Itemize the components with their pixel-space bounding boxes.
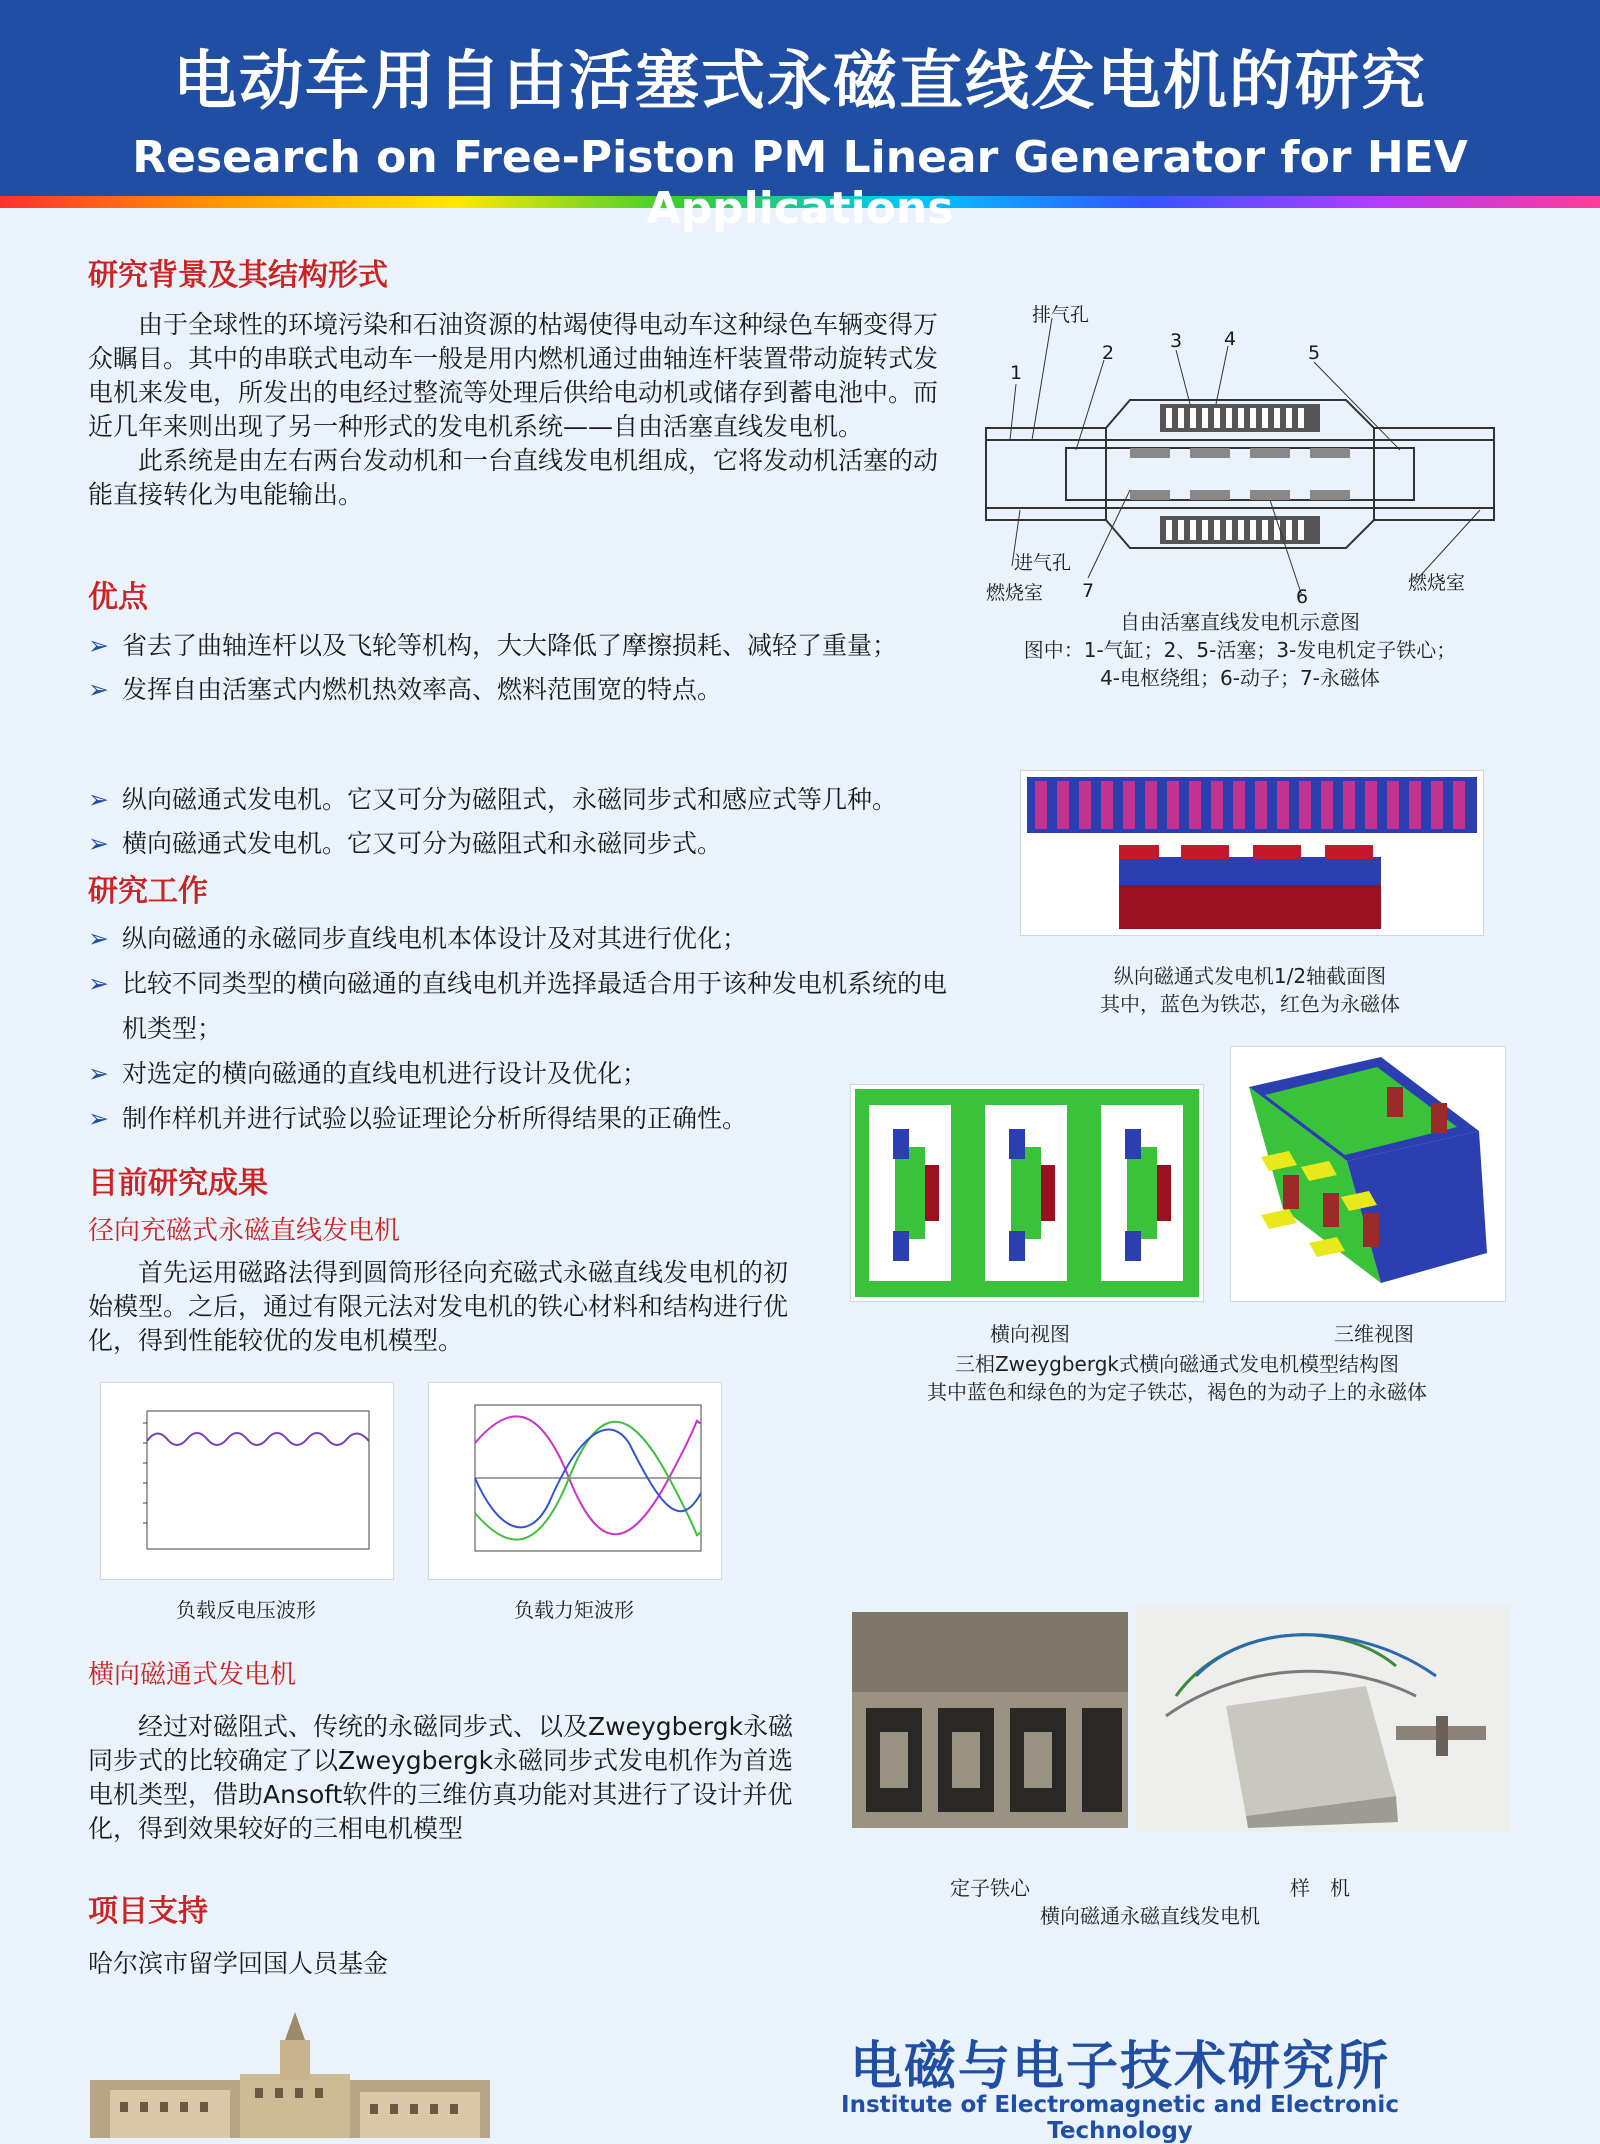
title-english: Research on Free-Piston PM Linear Generator for HEV Applications xyxy=(132,132,1468,234)
background-paragraph-1: 由于全球性的环境污染和石油资源的枯竭使得电动车这种绿色车辆变得万众瞩目。其中的串联式电动车一般是用内燃机通过曲轴连杆装置带动旋转式发电机来发电，所发出的电经过整流等处理后供给电动机或储存到蓄电池中。而近几年来则出现了另一种形式的发电机系统——自由活塞直线发电机。 xyxy=(88,310,939,441)
heading-support: 项目支持 xyxy=(88,1894,208,1929)
heading-background: 研究背景及其结构形式 xyxy=(88,258,388,293)
arrow-bullet-icon: ➢ xyxy=(88,785,109,814)
arrow-bullet-icon: ➢ xyxy=(88,969,109,998)
subheading-radial: 径向充磁式永磁直线发电机 xyxy=(88,1216,401,1246)
stator-core-photo xyxy=(852,1612,1128,1828)
heading-results: 目前研究成果 xyxy=(88,1166,268,1201)
list-item: ➢ 制作样机并进行试验以验证理论分析所得结果的正确性。 xyxy=(88,1096,958,1141)
list-item: ➢ 省去了曲轴连杆以及飞轮等机构，大大降低了摩擦损耗、减轻了重量； xyxy=(88,624,968,668)
background-text xyxy=(88,308,943,512)
3d-view-figure xyxy=(1230,1046,1506,1302)
label-intake: 进气孔 xyxy=(1014,552,1072,574)
arrow-bullet-icon: ➢ xyxy=(88,1059,109,1088)
label-3: 3 xyxy=(1170,330,1183,352)
work-list xyxy=(88,916,958,1141)
fig3-caption: 三相Zweygbergk式横向磁通式发电机模型结构图 其中蓝色和绿色的为定子铁芯，褐色的为动子上的永磁体 xyxy=(927,1352,1427,1404)
institute-name-chinese: 电磁与电子技术研究所 xyxy=(849,2037,1390,2097)
fig4-label-stator: 定子铁心 xyxy=(950,1876,1030,1900)
plot1-caption: 负载反电压波形 xyxy=(176,1598,316,1622)
list-item: ➢ 纵向磁通式发电机。它又可分为磁阻式，永磁同步式和感应式等几种。 xyxy=(88,778,1008,822)
fig3-label-3d: 三维视图 xyxy=(1334,1322,1414,1346)
label-2: 2 xyxy=(1102,342,1115,364)
back-emf-plot xyxy=(100,1382,394,1580)
fig4-caption: 横向磁通永磁直线发电机 xyxy=(1040,1904,1260,1928)
transverse-view-figure xyxy=(850,1084,1204,1302)
institute-name-english: Institute of Electromagnetic and Electronic Technology xyxy=(841,2092,1399,2144)
list-item: ➢ 比较不同类型的横向磁通的直线电机并选择最适合用于该种发电机系统的电机类型； xyxy=(88,961,958,1051)
heading-advantages: 优点 xyxy=(88,580,148,615)
fig3-label-transverse: 横向视图 xyxy=(990,1322,1070,1346)
list-item: ➢ 对选定的横向磁通的直线电机进行设计及优化； xyxy=(88,1051,958,1096)
support-text: 哈尔滨市留学回国人员基金 xyxy=(88,1949,389,1978)
label-combustion-left: 燃烧室 xyxy=(986,582,1044,604)
label-1: 1 xyxy=(1010,362,1023,384)
list-item: ➢ 横向磁通式发电机。它又可分为磁阻式和永磁同步式。 xyxy=(88,822,1008,866)
label-5: 5 xyxy=(1308,342,1321,364)
fig4-label-prototype: 样 机 xyxy=(1290,1876,1350,1900)
list-item: ➢ 发挥自由活塞式内燃机热效率高、燃料范围宽的特点。 xyxy=(88,668,968,712)
arrow-bullet-icon: ➢ xyxy=(88,1104,109,1133)
label-combustion-right: 燃烧室 xyxy=(1408,572,1466,594)
arrow-bullet-icon: ➢ xyxy=(88,675,109,704)
fig1-caption: 自由活塞直线发电机示意图 图中：1-气缸；2、5-活塞；3-发电机定子铁心； 4-电枢绕组；6-动子；7-永磁体 xyxy=(1023,610,1457,690)
radial-text: 首先运用磁路法得到圆筒形径向充磁式永磁直线发电机的初始模型。之后，通过有限元法对发电机的铁心材料和结构进行优化，得到性能较优的发电机模型。 xyxy=(88,1258,789,1355)
types-list xyxy=(88,778,1008,866)
subheading-transverse: 横向磁通式发电机 xyxy=(88,1660,297,1690)
arrow-bullet-icon: ➢ xyxy=(88,631,109,660)
longitudinal-section-figure xyxy=(1020,770,1484,936)
label-exhaust: 排气孔 xyxy=(1032,304,1090,326)
background-paragraph-2: 此系统是由左右两台发动机和一台直线发电机组成，它将发动机活塞的动能直接转化为电能输出。 xyxy=(88,446,939,509)
advantages-list xyxy=(88,624,968,712)
fig2-caption: 纵向磁通式发电机1/2轴截面图 其中，蓝色为铁芯，红色为永磁体 xyxy=(1100,964,1400,1016)
prototype-photo xyxy=(1136,1606,1510,1832)
free-piston-schematic xyxy=(980,300,1500,610)
plot2-caption: 负载力矩波形 xyxy=(514,1598,634,1622)
label-7: 7 xyxy=(1082,580,1095,602)
transverse-text: 经过对磁阻式、传统的永磁同步式、以及Zweygbergk永磁同步式的比较确定了以Zweygbergk永磁同步式发电机作为首选电机类型，借助Ansoft软件的三维仿真功能对其进行了设计并优化，得到效果较好的三相电机模型 xyxy=(88,1712,794,1843)
university-building-image xyxy=(90,2010,490,2138)
arrow-bullet-icon: ➢ xyxy=(88,829,109,858)
load-force-plot xyxy=(428,1382,722,1580)
title-chinese: 电动车用自由活塞式永磁直线发电机的研究 xyxy=(173,45,1427,119)
label-6: 6 xyxy=(1296,586,1309,608)
label-4: 4 xyxy=(1224,328,1237,350)
arrow-bullet-icon: ➢ xyxy=(88,924,109,953)
list-item: ➢ 纵向磁通的永磁同步直线电机本体设计及对其进行优化； xyxy=(88,916,958,961)
heading-research-work: 研究工作 xyxy=(88,874,208,909)
